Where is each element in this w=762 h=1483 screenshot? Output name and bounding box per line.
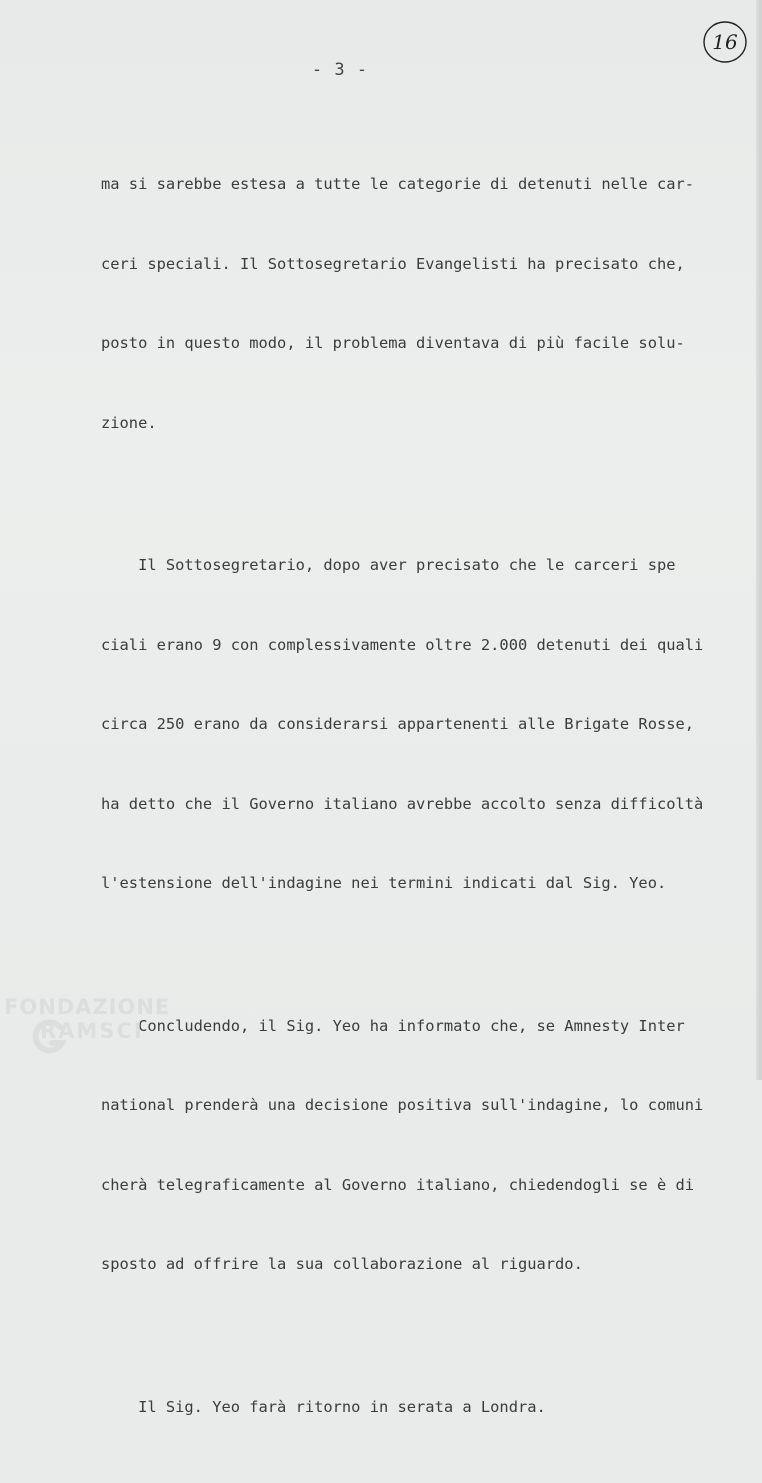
text-line: circa 250 erano da considerarsi appartenenti alle Brigate Rosse, <box>101 715 695 733</box>
watermark-logo <box>4 995 194 1055</box>
page-edge <box>756 0 762 1080</box>
watermark-line1: FONDAZIONE <box>4 995 171 1019</box>
page-number: - 3 - <box>311 60 369 80</box>
text-line: ciali erano 9 con complessivamente oltre 2.000 detenuti dei quali <box>101 635 704 654</box>
paragraph <box>101 118 701 489</box>
text-line: sposto ad offrire la sua collaborazione al riguardo. <box>101 1255 583 1273</box>
text-line: ha detto che il Governo italiano avrebbe accolto senza difficoltà <box>101 794 704 813</box>
folio-stamp <box>702 20 748 64</box>
text-line: Il Sottosegretario, dopo aver precisato che le carceri spe <box>101 556 676 574</box>
body-text <box>101 118 704 1483</box>
paragraph <box>101 499 704 950</box>
text-line: cherà telegraficamente al Governo italiano, chiedendogli se è di <box>101 1175 695 1194</box>
text-line: posto in questo modo, il problema diventava di più facile solu- <box>101 334 685 352</box>
text-line: ma si sarebbe estesa a tutte le categorie di detenuti nelle car- <box>101 175 695 193</box>
folio-number: 16 <box>712 30 738 54</box>
paragraph <box>101 1341 701 1474</box>
text-line: l'estensione dell'indagine nei termini indicati dal Sig. Yeo. <box>101 874 667 892</box>
text-line: Concludendo, il Sig. Yeo ha informato che, se Amnesty Inter <box>101 1016 685 1035</box>
watermark-line2: RAMSCI <box>40 1019 144 1043</box>
text-line: national prenderà una decisione positiva sull'indagine, lo comuni <box>101 1096 704 1114</box>
text-line: ceri speciali. Il Sottosegretario Evangelisti ha precisato che, <box>101 254 685 273</box>
text-line: Il Sig. Yeo farà ritorno in serata a Londra. <box>101 1397 546 1416</box>
text-line: zione. <box>101 413 157 432</box>
